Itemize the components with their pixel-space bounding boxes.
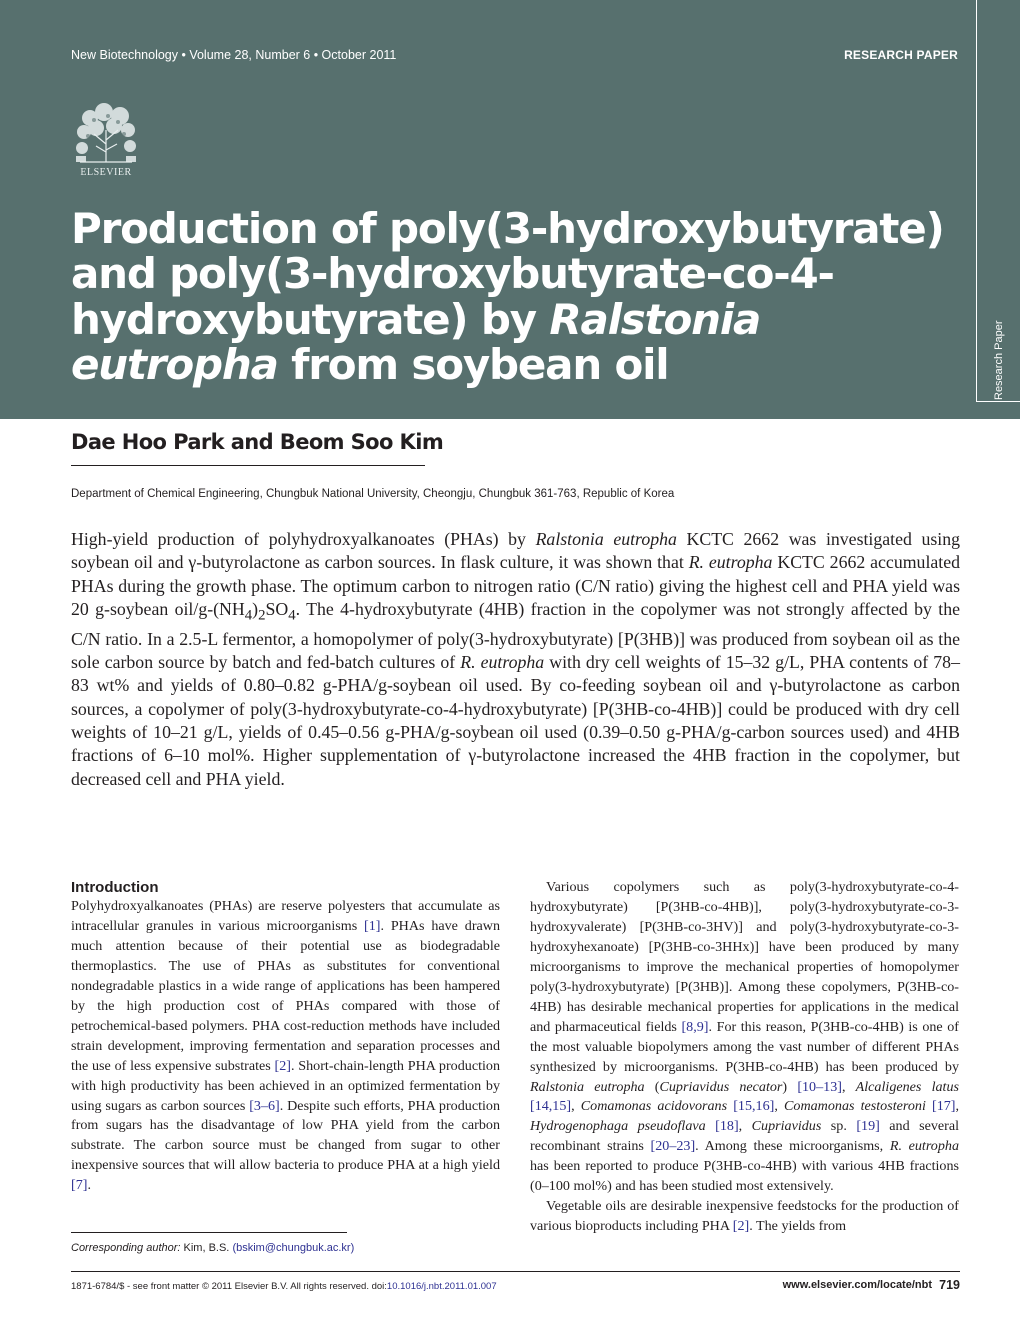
- citation-link[interactable]: [17]: [932, 1098, 956, 1115]
- title-organism: Ralstonia eutropha: [71, 294, 761, 390]
- journal-citation: New Biotechnology • Volume 28, Number 6 • October 2011: [71, 48, 397, 62]
- citation-link[interactable]: [8,9]: [681, 1018, 709, 1035]
- citation-link[interactable]: [18]: [715, 1118, 739, 1135]
- citation-link[interactable]: [2]: [274, 1057, 291, 1074]
- journal-url[interactable]: www.elsevier.com/locate/nbt: [782, 1279, 932, 1291]
- citation-link[interactable]: [1]: [364, 917, 381, 934]
- citation-link[interactable]: [2]: [732, 1218, 750, 1235]
- citation-link[interactable]: [19]: [856, 1118, 880, 1135]
- intro-paragraph: Polyhydroxyalkanoates (PHAs) are reserve polyesters that accumulate as intracellular granules in various microorganisms [1]. PHAs have drawn much attention because of their potential use as biodegradable thermoplastics. The use of PHAs as substitutes for conventional nondegradable plastics in a wide range of applications has been hampered by the high production cost of PHAs compared with those of petrochemical-based polymers. PHA cost-reduction methods have included strain development, improving fermentation and separation processes and the use of less expensive substrates [2]. Short-chain-length PHA production with high productivity has been achieved in an optimized fermentation by using sugars as carbon sources [3–6]. Despite such efforts, PHA production from sugars has the disadvantage of low PHA yield from the carbon substrate. The carbon source must be changed from sugar to other inexpensive sources that will allow bacteria to produce PHA at a high yield [7].: [71, 898, 500, 1194]
- section-heading-introduction: Introduction: [71, 879, 159, 896]
- citation-link[interactable]: [20–23]: [650, 1138, 696, 1155]
- footer-divider: [71, 1271, 960, 1272]
- vegetable-oil-paragraph: Vegetable oils are desirable inexpensive feedstocks for the production of various bioproducts including PHA [2]. The yields from: [530, 1198, 959, 1235]
- citation-link[interactable]: [3–6]: [249, 1097, 280, 1114]
- right-column: [530, 878, 959, 1237]
- copyright-notice: 1871-6784/$ - see front matter © 2011 Elsevier B.V. All rights reserved. doi:10.1016/j.nbt.2011.01.007: [71, 1281, 497, 1292]
- page-number: 719: [939, 1278, 960, 1292]
- citation-link[interactable]: [10–13]: [797, 1078, 842, 1095]
- author-divider: [71, 465, 425, 466]
- citation-link[interactable]: [15,16]: [733, 1098, 775, 1115]
- citation-link[interactable]: [14,15]: [530, 1098, 572, 1115]
- article-title: Production of poly(3-hydroxybutyrate) and poly(3-hydroxybutyrate-co-4-hydroxybutyrate) by Ralstonia eutropha from soybean oil: [71, 204, 944, 390]
- abstract: High-yield production of polyhydroxyalkanoates (PHAs) by Ralstonia eutropha KCTC 2662 was investigated using soybean oil and γ-butyrolactone as carbon sources. In flask culture, it was shown that R. eutropha KCTC 2662 accumulated PHAs during the growth phase. The optimum carbon to nitrogen ratio (C/N ratio) giving the highest cell and PHA yield was 20 g-soybean oil/$g-(NH_4)_2SO_4$. The 4-hydroxybutyrate (4HB) fraction in the copolymer was not strongly affected by the C/N ratio. In a 2.5-L fermentor, a homopolymer of poly(3-hydroxybutyrate) [P(3HB)] was produced from soybean oil as the sole carbon source by batch and fed-batch cultures of R. eutropha with dry cell weights of 15–32 g/L, PHA contents of 78–83 wt% and yields of 0.80–0.82 g-PHA/g-soybean oil used. By co-feeding soybean oil and γ-butyrolactone as carbon sources, a copolymer of poly(3-hydroxybutyrate-co-4-hydroxybutyrate) [P(3HB-co-4HB)] could be produced with dry cell weights of 10–21 g/L, yields of 0.45–0.56 g-PHA/g-soybean oil used (0.39–0.50 g-PHA/g-carbon sources used) and 4HB fractions of 6–10 mol%. Higher supplementation of γ-butyrolactone increased the 4HB fraction in the copolymer, but decreased cell and PHA yield.: [71, 529, 961, 789]
- elsevier-wordmark: ELSEVIER: [80, 167, 132, 178]
- paper-type-label: RESEARCH PAPER: [844, 48, 958, 62]
- copolymer-paragraph: Various copolymers such as poly(3-hydroxybutyrate-co-4-hydroxybutyrate) [P(3HB-co-4HB)], poly(3-hydroxybutyrate-co-3-hydroxyvalerate) [P(3HB-co-3HV)] and poly(3-hydroxybutyrate-co-3-hydroxyhexanoate) [P(3HB-co-3HHx)] have been produced by many microorganisms to improve the mechanical properties of homopolymer poly(3-hydroxybutyrate) [P(3HB)]. Among these copolymers, P(3HB-co-4HB) has desirable mechanical properties for applications in the medical and pharmaceutical fields [8,9]. For this reason, P(3HB-co-4HB) is one of the most valuable biopolymers among the vast number of different PHAs synthesized by microorganisms. P(3HB-co-4HB) has been produced by Ralstonia eutropha (Cupriavidus necator) [10–13], Alcaligenes latus [14,15], Comamonas acidovorans [15,16], Comamonas testosteroni [17], Hydrogenophaga pseudoflava [18], Cupriavidus sp. [19] and several recombinant strains [20–23]. Among these microorganisms, R. eutropha has been reported to produce P(3HB-co-4HB) with various 4HB fractions (0–100 mol%) and has been studied most extensively.: [530, 879, 960, 1195]
- affiliation: Department of Chemical Engineering, Chungbuk National University, Cheongju, Chungbuk 361-763, Republic of Korea: [71, 488, 675, 500]
- doi-link[interactable]: 10.1016/j.nbt.2011.01.007: [386, 1281, 497, 1292]
- corresponding-author-note: Corresponding author: Kim, B.S. (bskim@chungbuk.ac.kr): [71, 1242, 355, 1254]
- citation-link[interactable]: [7]: [71, 1177, 88, 1194]
- author-email-link[interactable]: (bskim@chungbuk.ac.kr): [232, 1242, 355, 1254]
- side-tab-label: Research Paper: [993, 320, 1005, 400]
- left-column: [71, 878, 500, 1196]
- author-list: Dae Hoo Park and Beom Soo Kim: [71, 430, 444, 454]
- footnote-divider: [71, 1232, 347, 1233]
